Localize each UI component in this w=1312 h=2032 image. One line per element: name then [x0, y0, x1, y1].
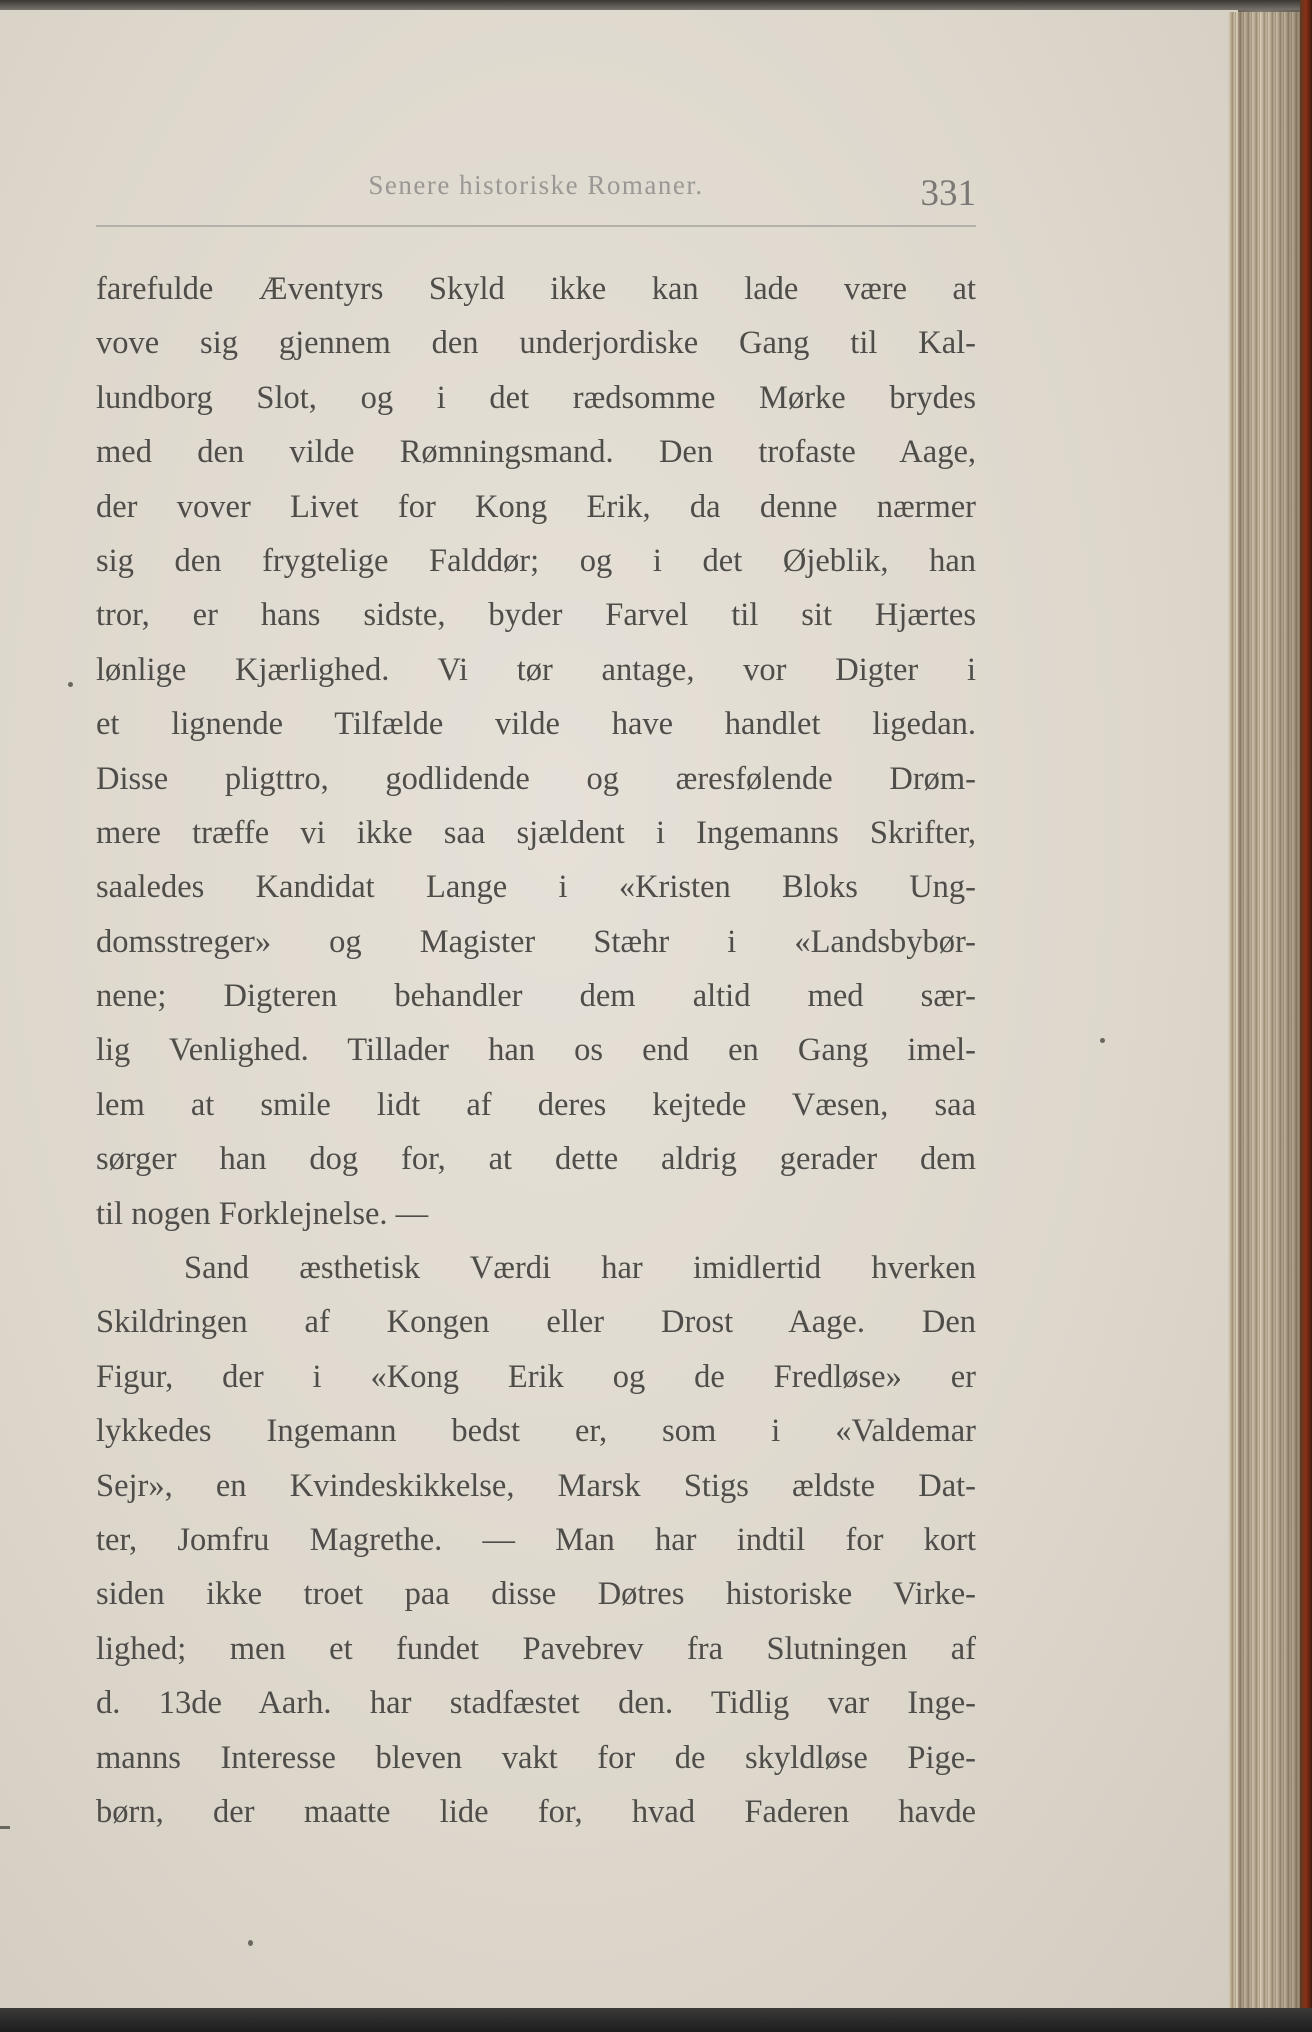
body-text [96, 262, 976, 1839]
margin-dot [248, 1940, 253, 1946]
page-header [96, 160, 976, 220]
text-line: Skildringen af Kongen eller Drost Aage. Den [96, 1304, 976, 1341]
text-line: saaledes Kandidat Lange i «Kristen Bloks Ung- [96, 869, 976, 906]
text-line: lønlige Kjærlighed. Vi tør antage, vor Digter i [96, 651, 976, 688]
text-line: domsstreger» og Magister Stæhr i «Landsbybør- [96, 923, 976, 960]
text-line: et lignende Tilfælde vilde have handlet ligedan. [96, 706, 976, 743]
text-line: Figur, der i «Kong Erik og de Fredløse» er [96, 1358, 976, 1395]
bottom-edge [0, 2008, 1312, 2032]
text-line: lig Venlighed. Tillader han os end en Gang imel- [96, 1032, 976, 1069]
running-title: Senere historiske Romaner. [368, 170, 704, 200]
text-line: børn, der maatte lide for, hvad Faderen havde [96, 1793, 976, 1830]
text-line: lykkedes Ingemann bedst er, som i «Valdemar [96, 1413, 976, 1450]
header-rule [96, 225, 976, 227]
margin-tick [0, 1826, 10, 1829]
text-line: Sand æsthetisk Værdi har imidlertid hverken [184, 1250, 976, 1287]
text-line: der vover Livet for Kong Erik, da denne nærmer [96, 488, 976, 525]
text-line: vove sig gjennem den underjordiske Gang til Kal- [96, 325, 976, 362]
text-line: Disse pligttro, godlidende og æresfølende Drøm- [96, 760, 976, 797]
margin-dot [1100, 1038, 1105, 1043]
text-line: til nogen Forklejnelse. — [96, 1195, 429, 1232]
text-line: Sejr», en Kvindeskikkelse, Marsk Stigs ældste Dat- [96, 1467, 976, 1504]
text-line: manns Interesse bleven vakt for de skyldløse Pige- [96, 1739, 976, 1776]
text-line: mere træffe vi ikke saa sjældent i Ingemanns Skrifter, [96, 814, 976, 851]
text-line: lighed; men et fundet Pavebrev fra Slutningen af [96, 1630, 976, 1667]
text-line: ter, Jomfru Magrethe. — Man har indtil for kort [96, 1521, 976, 1558]
text-line: tror, er hans sidste, byder Farvel til sit Hjærtes [96, 597, 976, 634]
book-cover-edge [1300, 0, 1312, 2032]
text-line: siden ikke troet paa disse Døtres historiske Virke- [96, 1576, 976, 1613]
text-line: nene; Digteren behandler dem altid med sær- [96, 978, 976, 1015]
text-line: lundborg Slot, og i det rædsomme Mørke brydes [96, 379, 976, 416]
text-line: lem at smile lidt af deres kejtede Væsen, saa [96, 1086, 976, 1123]
page-number: 331 [920, 173, 976, 214]
text-line: med den vilde Rømningsmand. Den trofaste Aage, [96, 434, 976, 471]
text-line: sig den frygtelige Falddør; og i det Øjeblik, han [96, 542, 976, 579]
margin-dot [68, 682, 73, 687]
text-line: d. 13de Aarh. har stadfæstet den. Tidlig var Inge- [96, 1685, 976, 1722]
text-line: sørger han dog for, at dette aldrig gerader dem [96, 1141, 976, 1178]
text-line: farefulde Æventyrs Skyld ikke kan lade være at [96, 271, 976, 307]
